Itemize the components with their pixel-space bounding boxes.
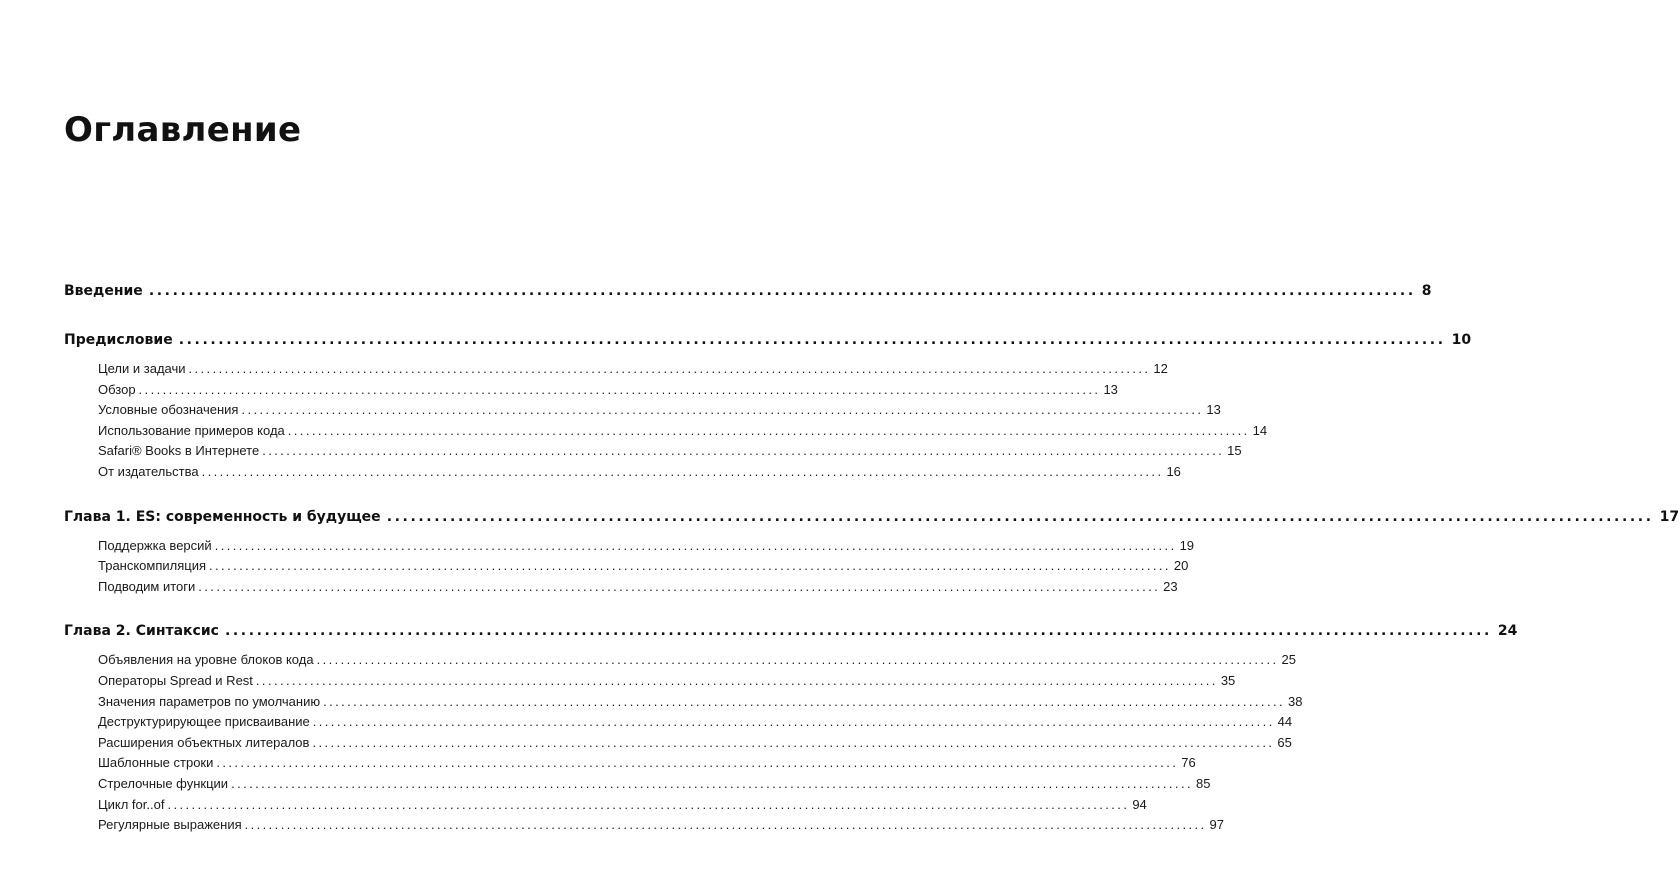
section-title: Цикл for..of — [98, 796, 165, 812]
dot-leader: ................................................................................................................................................................ — [312, 734, 1275, 750]
toc-group-chapter-1 — [64, 502, 1679, 598]
page-number: 94 — [1132, 796, 1147, 812]
section-title: Использование примеров кода — [98, 422, 285, 438]
chapter-title: Введение — [64, 283, 143, 299]
dot-leader: ................................................................................................................................................................ — [148, 283, 1416, 299]
section-title: Шаблонные строки — [98, 755, 214, 771]
page-number: 12 — [1153, 361, 1168, 376]
page-number: 8 — [1421, 283, 1432, 299]
section-list — [64, 650, 1303, 835]
toc-section[interactable] — [64, 774, 1211, 795]
section-title: Регулярные выражения — [98, 817, 242, 833]
dot-leader: ................................................................................................................................................................ — [287, 422, 1250, 438]
page-title: Оглавление — [64, 110, 302, 150]
toc-section[interactable] — [64, 650, 1296, 671]
toc-section[interactable] — [64, 536, 1195, 557]
page-number: 23 — [1163, 578, 1178, 594]
toc-section[interactable] — [64, 359, 1168, 380]
page-number: 13 — [1103, 381, 1118, 397]
chapter-title: Глава 2. Синтаксис — [64, 623, 219, 640]
section-title: Расширения объектных литералов — [98, 734, 310, 750]
page-number: 85 — [1195, 775, 1211, 791]
toc-group-introduction — [64, 276, 1432, 306]
page-number: 65 — [1277, 734, 1292, 750]
toc-section[interactable] — [64, 462, 1181, 483]
page-number: 97 — [1209, 817, 1224, 833]
toc-section[interactable] — [64, 671, 1236, 692]
toc-section[interactable] — [64, 400, 1221, 421]
toc-section[interactable] — [64, 815, 1224, 836]
page-number: 15 — [1227, 443, 1242, 459]
dot-leader: ................................................................................................................................................................ — [312, 714, 1275, 730]
toc-section[interactable] — [64, 380, 1118, 401]
page-number: 44 — [1277, 714, 1293, 730]
dot-leader: ................................................................................................................................................................ — [214, 537, 1177, 553]
dot-leader: ................................................................................................................................................................ — [216, 755, 1179, 771]
page-number: 13 — [1206, 402, 1221, 418]
toc-section[interactable] — [64, 795, 1147, 816]
table-of-contents — [64, 276, 1679, 836]
toc-section[interactable] — [64, 577, 1178, 598]
toc-chapter-introduction[interactable] — [64, 276, 1432, 306]
page-number: 16 — [1166, 463, 1181, 479]
section-title: От издательства — [98, 463, 199, 479]
section-list — [64, 359, 1268, 483]
toc-section[interactable] — [64, 753, 1196, 774]
page-number: 24 — [1497, 623, 1518, 640]
toc-section[interactable] — [64, 556, 1189, 577]
dot-leader: ................................................................................................................................................................ — [209, 558, 1171, 574]
dot-leader: ................................................................................................................................................................ — [198, 578, 1161, 594]
section-title: Транскомпиляция — [98, 558, 207, 574]
page-number: 76 — [1181, 755, 1196, 771]
section-list — [64, 536, 1195, 598]
toc-section[interactable] — [64, 733, 1292, 754]
section-title: Операторы Spread и Rest — [98, 672, 253, 688]
page-number: 35 — [1220, 672, 1236, 688]
page-number: 20 — [1173, 558, 1189, 574]
dot-leader: ................................................................................................................................................................ — [231, 775, 1193, 791]
page-number: 25 — [1281, 652, 1296, 668]
section-title: Значения параметров по умолчанию — [98, 693, 321, 709]
page-number: 10 — [1451, 332, 1472, 348]
dot-leader: ................................................................................................................................................................ — [178, 332, 1446, 348]
dot-leader: ................................................................................................................................................................ — [138, 381, 1101, 397]
page-number: 14 — [1252, 422, 1268, 438]
section-title: Safari® Books в Интернете — [98, 443, 260, 459]
dot-leader: ................................................................................................................................................................ — [241, 402, 1204, 418]
dot-leader: ................................................................................................................................................................ — [167, 796, 1130, 812]
page-number: 19 — [1179, 537, 1195, 553]
chapter-title: Предисловие — [64, 332, 173, 348]
dot-leader: ................................................................................................................................................................ — [188, 361, 1151, 376]
dot-leader: ................................................................................................................................................................ — [262, 443, 1225, 459]
dot-leader: ................................................................................................................................................................ — [244, 817, 1207, 833]
page-number: 38 — [1287, 693, 1303, 709]
dot-leader: ................................................................................................................................................................ — [316, 652, 1279, 668]
dot-leader: ................................................................................................................................................................ — [323, 693, 1285, 709]
chapter-title: Глава 1. ES: современность и будущее — [64, 508, 381, 525]
section-title: Стрелочные функции — [98, 775, 229, 791]
toc-chapter-1[interactable] — [64, 502, 1679, 532]
section-title: Объявления на уровне блоков кода — [98, 652, 314, 668]
toc-section[interactable] — [64, 421, 1268, 442]
page-number: 17 — [1659, 508, 1679, 525]
toc-section[interactable] — [64, 712, 1293, 733]
toc-chapter-preface[interactable] — [64, 325, 1472, 355]
toc-group-preface — [64, 325, 1472, 483]
toc-group-chapter-2 — [64, 616, 1518, 835]
section-title: Деструктурирующее присваивание — [98, 714, 310, 730]
section-title: Подводим итоги — [98, 578, 196, 594]
section-title: Цели и задачи — [98, 361, 186, 376]
dot-leader: ................................................................................................................................................................ — [255, 672, 1218, 688]
section-title: Обзор — [98, 381, 136, 397]
dot-leader: ................................................................................................................................................................ — [201, 463, 1164, 479]
toc-section[interactable] — [64, 692, 1303, 713]
toc-section[interactable] — [64, 441, 1242, 462]
dot-leader: ................................................................................................................................................................ — [386, 508, 1654, 525]
dot-leader: ................................................................................................................................................................ — [224, 623, 1492, 640]
section-title: Условные обозначения — [98, 402, 239, 418]
section-title: Поддержка версий — [98, 537, 212, 553]
toc-chapter-2[interactable] — [64, 616, 1518, 646]
